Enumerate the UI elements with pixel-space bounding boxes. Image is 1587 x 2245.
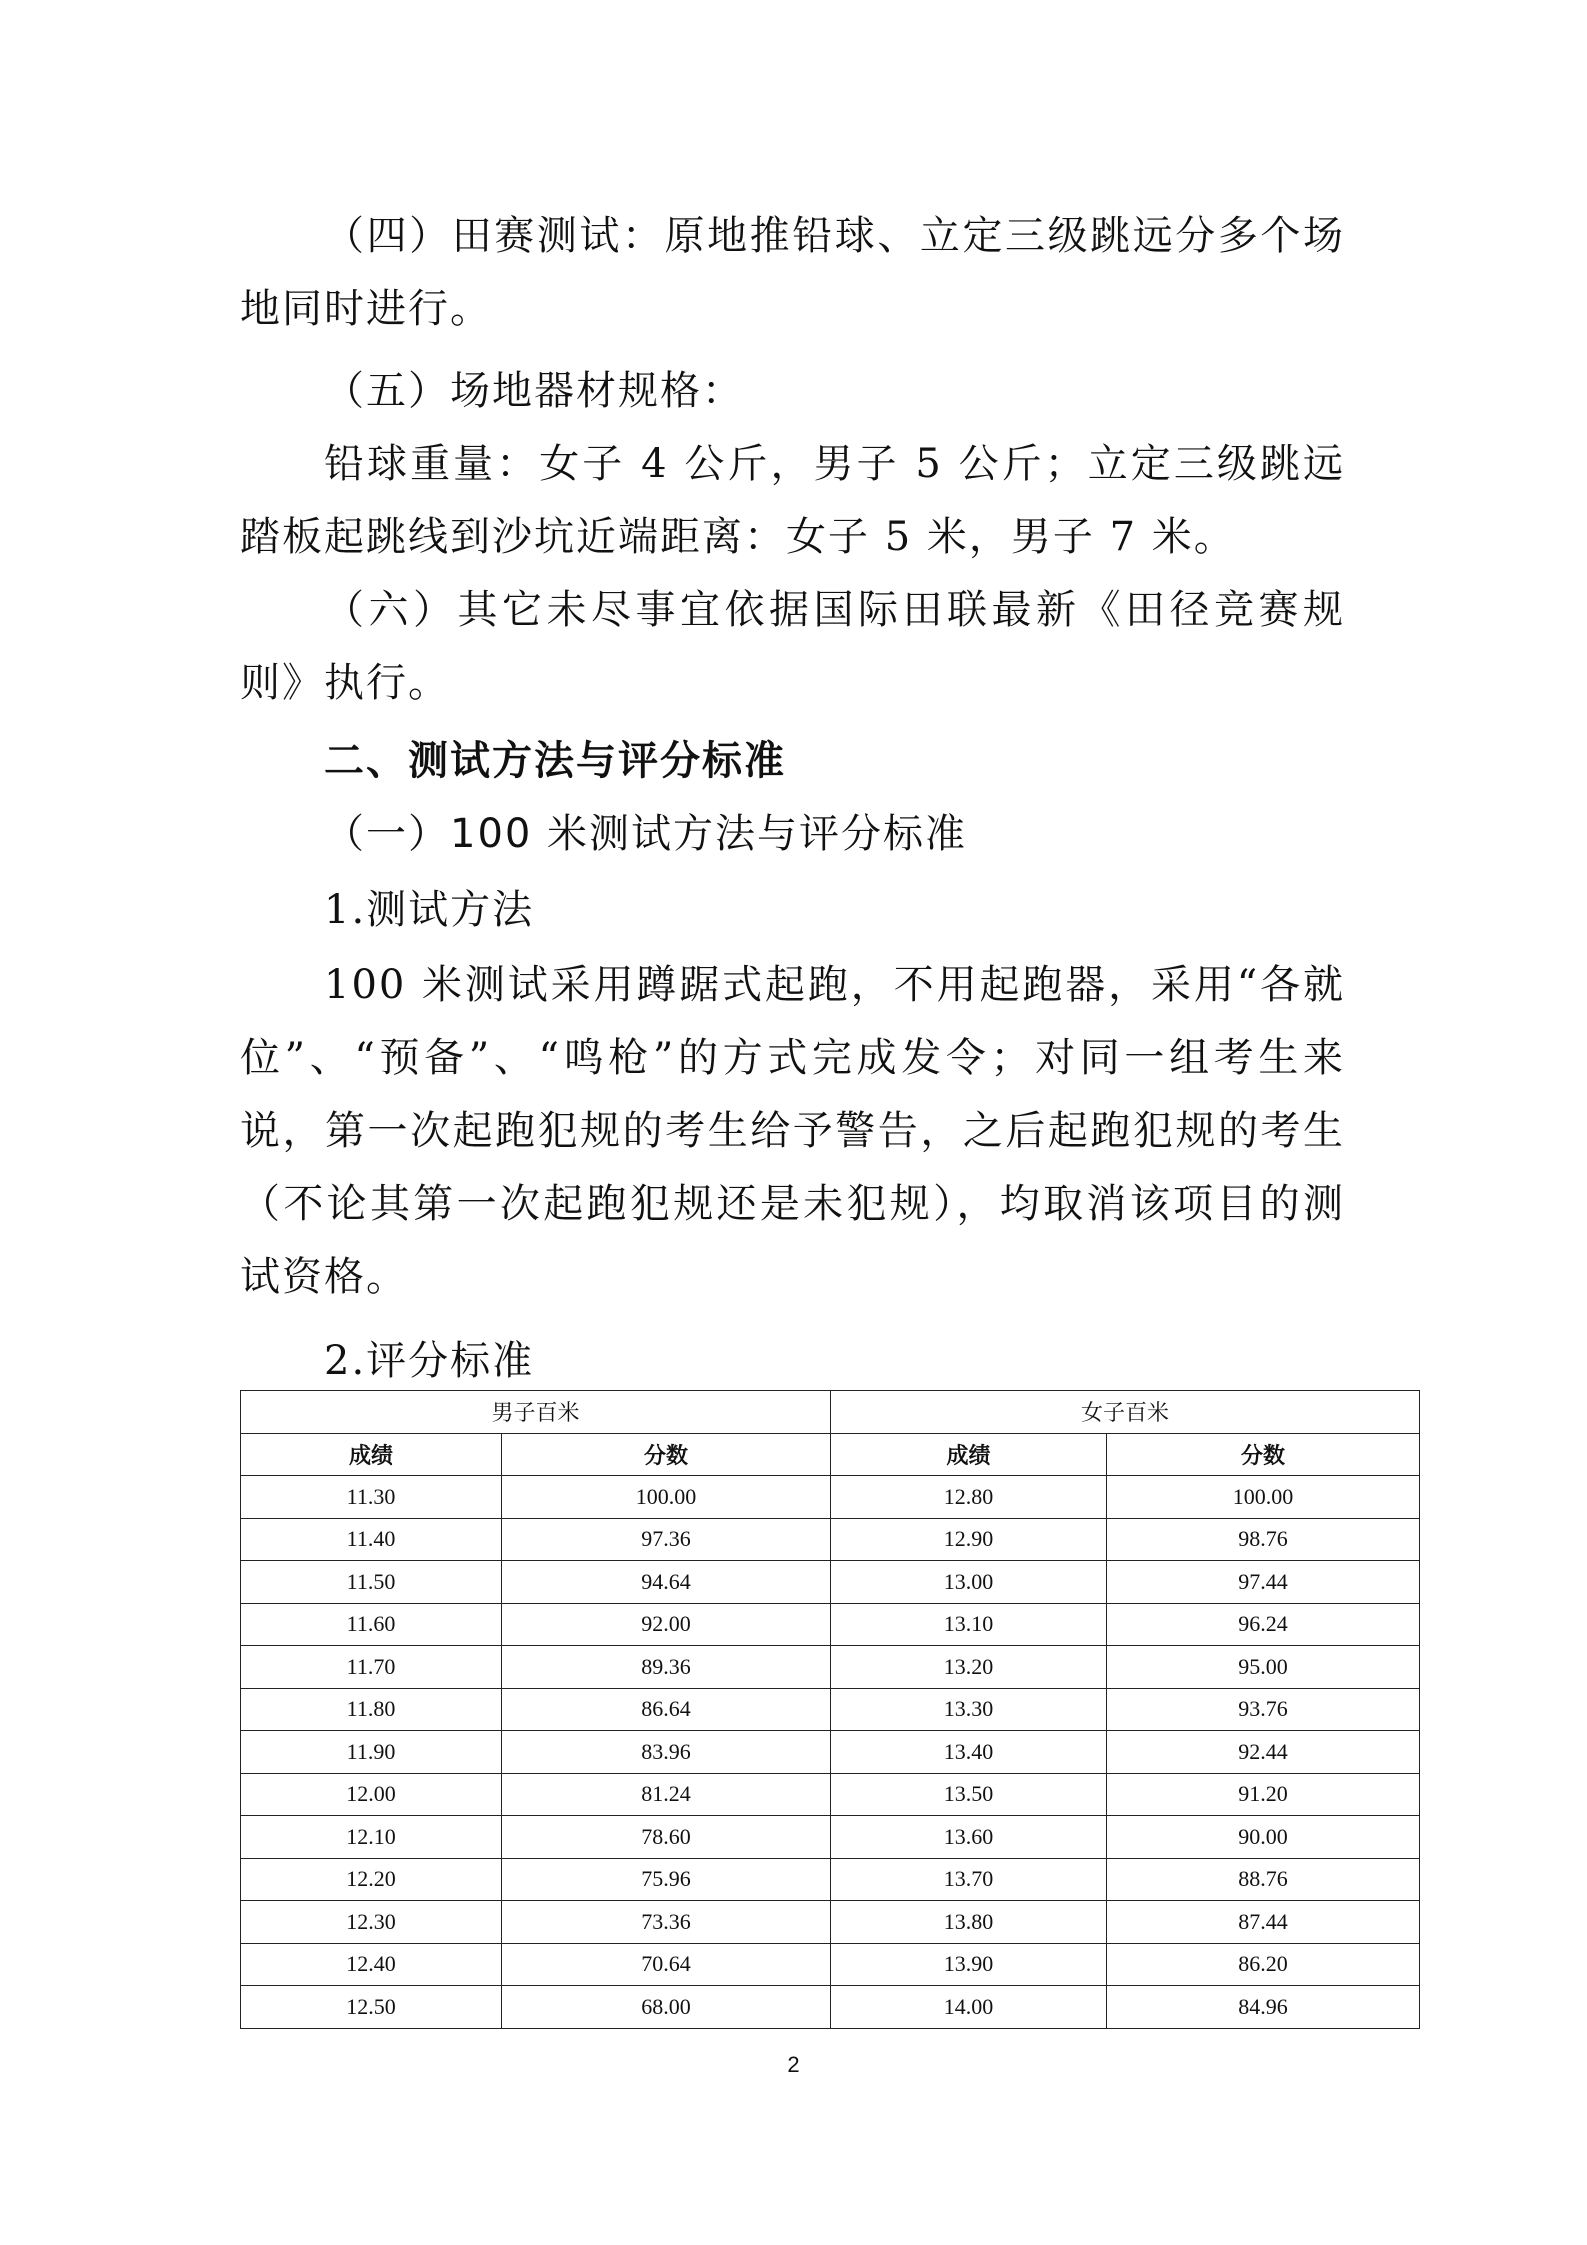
male-score-cell: 11.70 — [241, 1646, 502, 1689]
female-score-cell: 12.80 — [831, 1476, 1107, 1519]
male-score-cell: 11.40 — [241, 1518, 502, 1561]
male-points-cell: 70.64 — [502, 1943, 831, 1986]
table-row — [241, 1773, 1420, 1816]
female-points-cell: 86.20 — [1107, 1943, 1420, 1986]
female-score-cell: 13.10 — [831, 1603, 1107, 1646]
male-points-cell: 75.96 — [502, 1858, 831, 1901]
female-score-cell: 13.20 — [831, 1646, 1107, 1689]
table-body — [241, 1476, 1420, 2029]
table-row — [241, 1603, 1420, 1646]
male-score-cell: 11.90 — [241, 1731, 502, 1774]
male-points-cell: 83.96 — [502, 1731, 831, 1774]
table-row — [241, 1688, 1420, 1731]
table-row — [241, 1646, 1420, 1689]
female-points-cell: 92.44 — [1107, 1731, 1420, 1774]
female-points-header: 分数 — [1107, 1433, 1420, 1476]
table-row — [241, 1901, 1420, 1944]
female-points-cell: 93.76 — [1107, 1688, 1420, 1731]
female-score-cell: 13.40 — [831, 1731, 1107, 1774]
male-score-cell: 11.50 — [241, 1561, 502, 1604]
female-score-cell: 12.90 — [831, 1518, 1107, 1561]
male-points-cell: 100.00 — [502, 1476, 831, 1519]
female-points-cell: 95.00 — [1107, 1646, 1420, 1689]
table-row — [241, 1816, 1420, 1859]
male-points-cell: 68.00 — [502, 1986, 831, 2029]
scoring-table — [240, 1390, 1420, 2029]
table-row — [241, 1943, 1420, 1986]
male-score-cell: 11.60 — [241, 1603, 502, 1646]
female-100m-header: 女子百米 — [831, 1391, 1420, 1434]
female-score-cell: 13.50 — [831, 1773, 1107, 1816]
table-row — [241, 1986, 1420, 2029]
section-heading-test-methods: 二、测试方法与评分标准 — [324, 738, 786, 784]
female-score-cell: 13.30 — [831, 1688, 1107, 1731]
table-group-header-row — [241, 1391, 1420, 1434]
female-score-cell: 13.80 — [831, 1901, 1107, 1944]
female-score-cell: 13.70 — [831, 1858, 1107, 1901]
female-points-cell: 87.44 — [1107, 1901, 1420, 1944]
male-points-cell: 73.36 — [502, 1901, 831, 1944]
table-row — [241, 1858, 1420, 1901]
female-score-cell: 13.00 — [831, 1561, 1107, 1604]
paragraph-equipment-spec-title: （五）场地器材规格： — [324, 368, 744, 414]
paragraph-100m-method: 100 米测试采用蹲踞式起跑，不用起跑器，采用“各就位”、“预备”、“鸣枪”的方式完成发令；对同一组考生来说，第一次起跑犯规的考生给予警告，之后起跑犯规的考生（不论其第一次起跑犯规还是未犯规），均取消该项目的测试资格。 — [240, 962, 1345, 1300]
female-score-header: 成绩 — [831, 1433, 1107, 1476]
female-points-cell: 84.96 — [1107, 1986, 1420, 2029]
female-points-cell: 88.76 — [1107, 1858, 1420, 1901]
male-points-cell: 78.60 — [502, 1816, 831, 1859]
male-score-cell: 11.80 — [241, 1688, 502, 1731]
male-points-header: 分数 — [502, 1433, 831, 1476]
male-100m-header: 男子百米 — [241, 1391, 831, 1434]
male-score-cell: 12.50 — [241, 1986, 502, 2029]
male-score-header: 成绩 — [241, 1433, 502, 1476]
table-column-header-row — [241, 1433, 1420, 1476]
subheading-test-method: 1.测试方法 — [324, 887, 535, 933]
female-score-cell: 14.00 — [831, 1986, 1107, 2029]
table-row — [241, 1518, 1420, 1561]
table-row — [241, 1731, 1420, 1774]
male-score-cell: 12.40 — [241, 1943, 502, 1986]
male-score-cell: 12.30 — [241, 1901, 502, 1944]
table-row — [241, 1561, 1420, 1604]
female-points-cell: 96.24 — [1107, 1603, 1420, 1646]
subheading-scoring-standard: 2.评分标准 — [324, 1338, 535, 1384]
female-score-cell: 13.60 — [831, 1816, 1107, 1859]
male-points-cell: 81.24 — [502, 1773, 831, 1816]
male-points-cell: 86.64 — [502, 1688, 831, 1731]
female-points-cell: 97.44 — [1107, 1561, 1420, 1604]
male-score-cell: 12.00 — [241, 1773, 502, 1816]
paragraph-other-rules: （六）其它未尽事宜依据国际田联最新《田径竞赛规则》执行。 — [240, 587, 1345, 706]
female-score-cell: 13.90 — [831, 1943, 1107, 1986]
male-points-cell: 89.36 — [502, 1646, 831, 1689]
male-points-cell: 92.00 — [502, 1603, 831, 1646]
female-points-cell: 90.00 — [1107, 1816, 1420, 1859]
female-points-cell: 91.20 — [1107, 1773, 1420, 1816]
female-points-cell: 98.76 — [1107, 1518, 1420, 1561]
page-number: 2 — [787, 2052, 800, 2077]
male-score-cell: 12.10 — [241, 1816, 502, 1859]
paragraph-field-events: （四）田赛测试：原地推铅球、立定三级跳远分多个场地同时进行。 — [240, 213, 1345, 332]
subsection-heading-100m: （一）100 米测试方法与评分标准 — [324, 811, 968, 857]
male-points-cell: 97.36 — [502, 1518, 831, 1561]
male-score-cell: 12.20 — [241, 1858, 502, 1901]
table-row — [241, 1476, 1420, 1519]
male-score-cell: 11.30 — [241, 1476, 502, 1519]
male-points-cell: 94.64 — [502, 1561, 831, 1604]
female-points-cell: 100.00 — [1107, 1476, 1420, 1519]
paragraph-equipment-spec: 铅球重量：女子 4 公斤，男子 5 公斤；立定三级跳远踏板起跳线到沙坑近端距离：女子 5 米，男子 7 米。 — [240, 441, 1345, 560]
